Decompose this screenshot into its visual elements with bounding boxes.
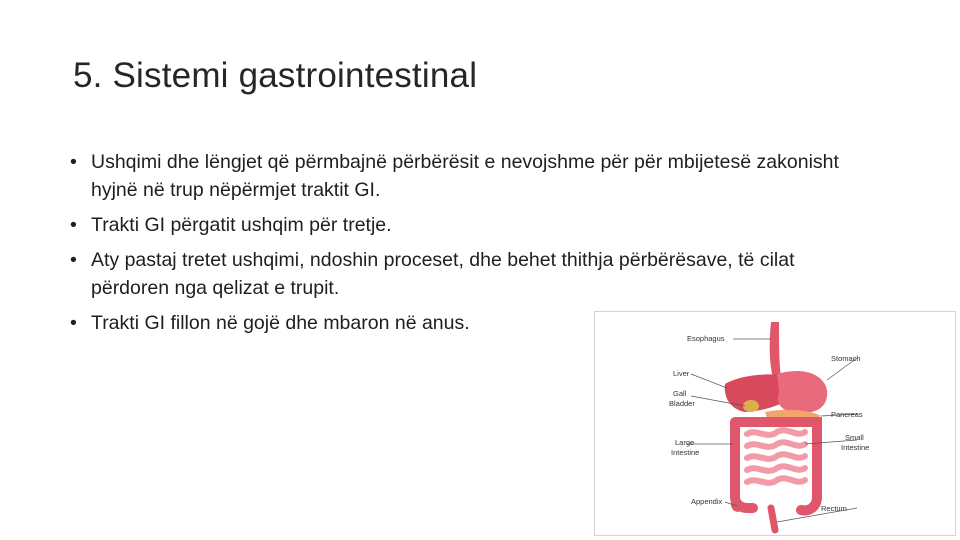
digestive-system-diagram: [594, 311, 956, 536]
rectum-shape: [771, 508, 775, 530]
bullet-dot: •: [70, 312, 77, 334]
gall-bladder-shape: [743, 400, 759, 412]
label-appendix: Appendix: [691, 497, 723, 506]
label-large: Large: [675, 438, 695, 447]
slide-title: 5. Sistemi gastrointestinal: [73, 56, 478, 95]
label-stomach: Stomach: [831, 354, 861, 363]
bullet-dot: •: [70, 249, 77, 271]
stomach-shape: [777, 371, 827, 413]
label-bladder: Bladder: [669, 399, 695, 408]
label-liver: Liver: [673, 369, 690, 378]
bullet-item: [70, 211, 870, 239]
bullet-text: Aty pastaj tretet ushqimi, ndoshin proceset, dhe behet thithja përbërësave, të cilat përdoren nga qelizat e trupit.: [91, 249, 795, 299]
esophagus-shape: [770, 322, 781, 378]
label-small: Small: [845, 433, 864, 442]
bullet-text: Trakti GI përgatit ushqim për tretje.: [91, 214, 392, 236]
bullet-text: Trakti GI fillon në gojë dhe mbaron në anus.: [91, 312, 470, 334]
bullet-dot: •: [70, 151, 77, 173]
bullet-item: [70, 246, 870, 302]
label-large-intestine: Intestine: [671, 448, 700, 457]
digestive-system-illustration: [595, 312, 956, 536]
bullet-dot: •: [70, 214, 77, 236]
bullet-item: [70, 148, 870, 204]
label-pancreas: Pancreas: [831, 410, 863, 419]
label-gall: Gall: [673, 389, 687, 398]
label-rectum: Rectum: [821, 504, 847, 513]
label-small-intestine: Intestine: [841, 443, 870, 452]
label-esophagus: Esophagus: [687, 334, 725, 343]
small-intestine-shape: [747, 430, 805, 483]
bullet-text: Ushqimi dhe lëngjet që përmbajnë përbërësit e nevojshme për për mbijetesë zakonisht hyjnë në trup nëpërmjet traktit GI.: [91, 151, 839, 201]
